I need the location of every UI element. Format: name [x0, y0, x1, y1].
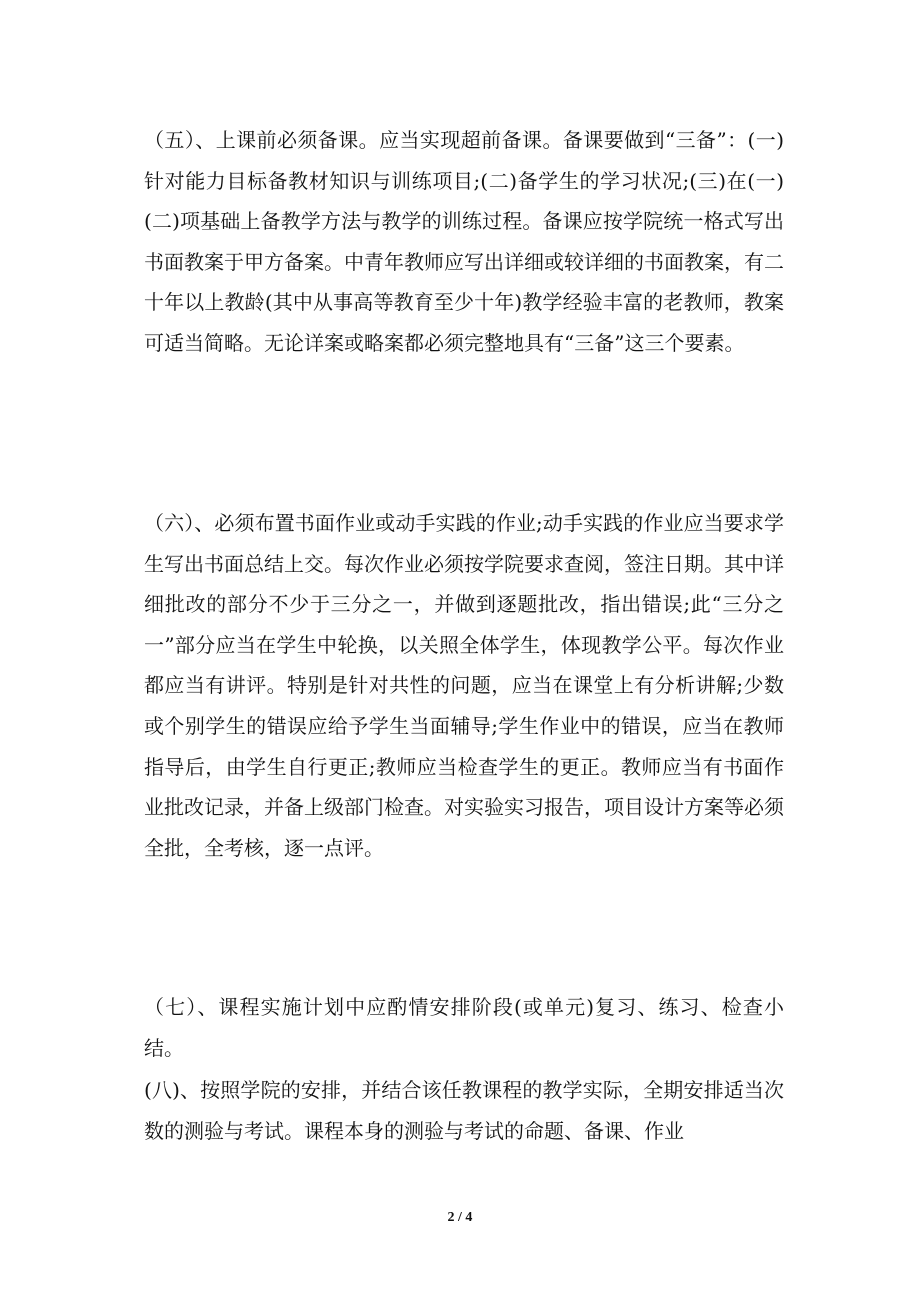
paragraph-seven: （七）、课程实施计划中应酌情安排阶段(或单元)复习、练习、检查小结。 [144, 995, 784, 1060]
paragraph-six: （六）、必须布置书面作业或动手实践的作业;动手实践的作业应当要求学生写出书面总结上交。每次作业必须按学院要求查阅，签注日期。其中详细批改的部分不少于三分之一，并做到逐题批改，指出错误;此“三分之一”部分应当在学生中轮换，以关照全体学生，体现教学公平。每次作业都应当有讲评。特别是针对共性的问题，应当在课堂上有分析讲解;少数或个别学生的错误应给予学生当面辅导;学生作业中的错误，应当在教师指导后，由学生自行更正;教师应当检查学生的更正。教师应当有书面作业批改记录，并备上级部门检查。对实验实习报告，项目设计方案等必须全批，全考核，逐一点评。 [144, 511, 784, 860]
page-number: 2 / 4 [447, 1210, 473, 1225]
paragraph-eight: (八)、按照学院的安排，并结合该任教课程的教学实际，全期安排适当次数的测验与考试。课程本身的测验与考试的命题、备课、作业 [144, 1078, 784, 1143]
paragraph-five: （五）、上课前必须备课。应当实现超前备课。备课要做到“三备”：(一)针对能力目标备教材知识与训练项目;(二)备学生的学习状况;(三)在(一)(二)项基础上备教学方法与教学的训练过程。备课应按学院统一格式写出书面教案于甲方备案。中青年教师应写出详细或较详细的书面教案，有二十年以上教龄(其中从事高等教育至少十年)教学经验丰富的老教师，教案可适当简略。无论详案或略案都必须完整地具有“三备”这三个要素。 [144, 128, 784, 355]
